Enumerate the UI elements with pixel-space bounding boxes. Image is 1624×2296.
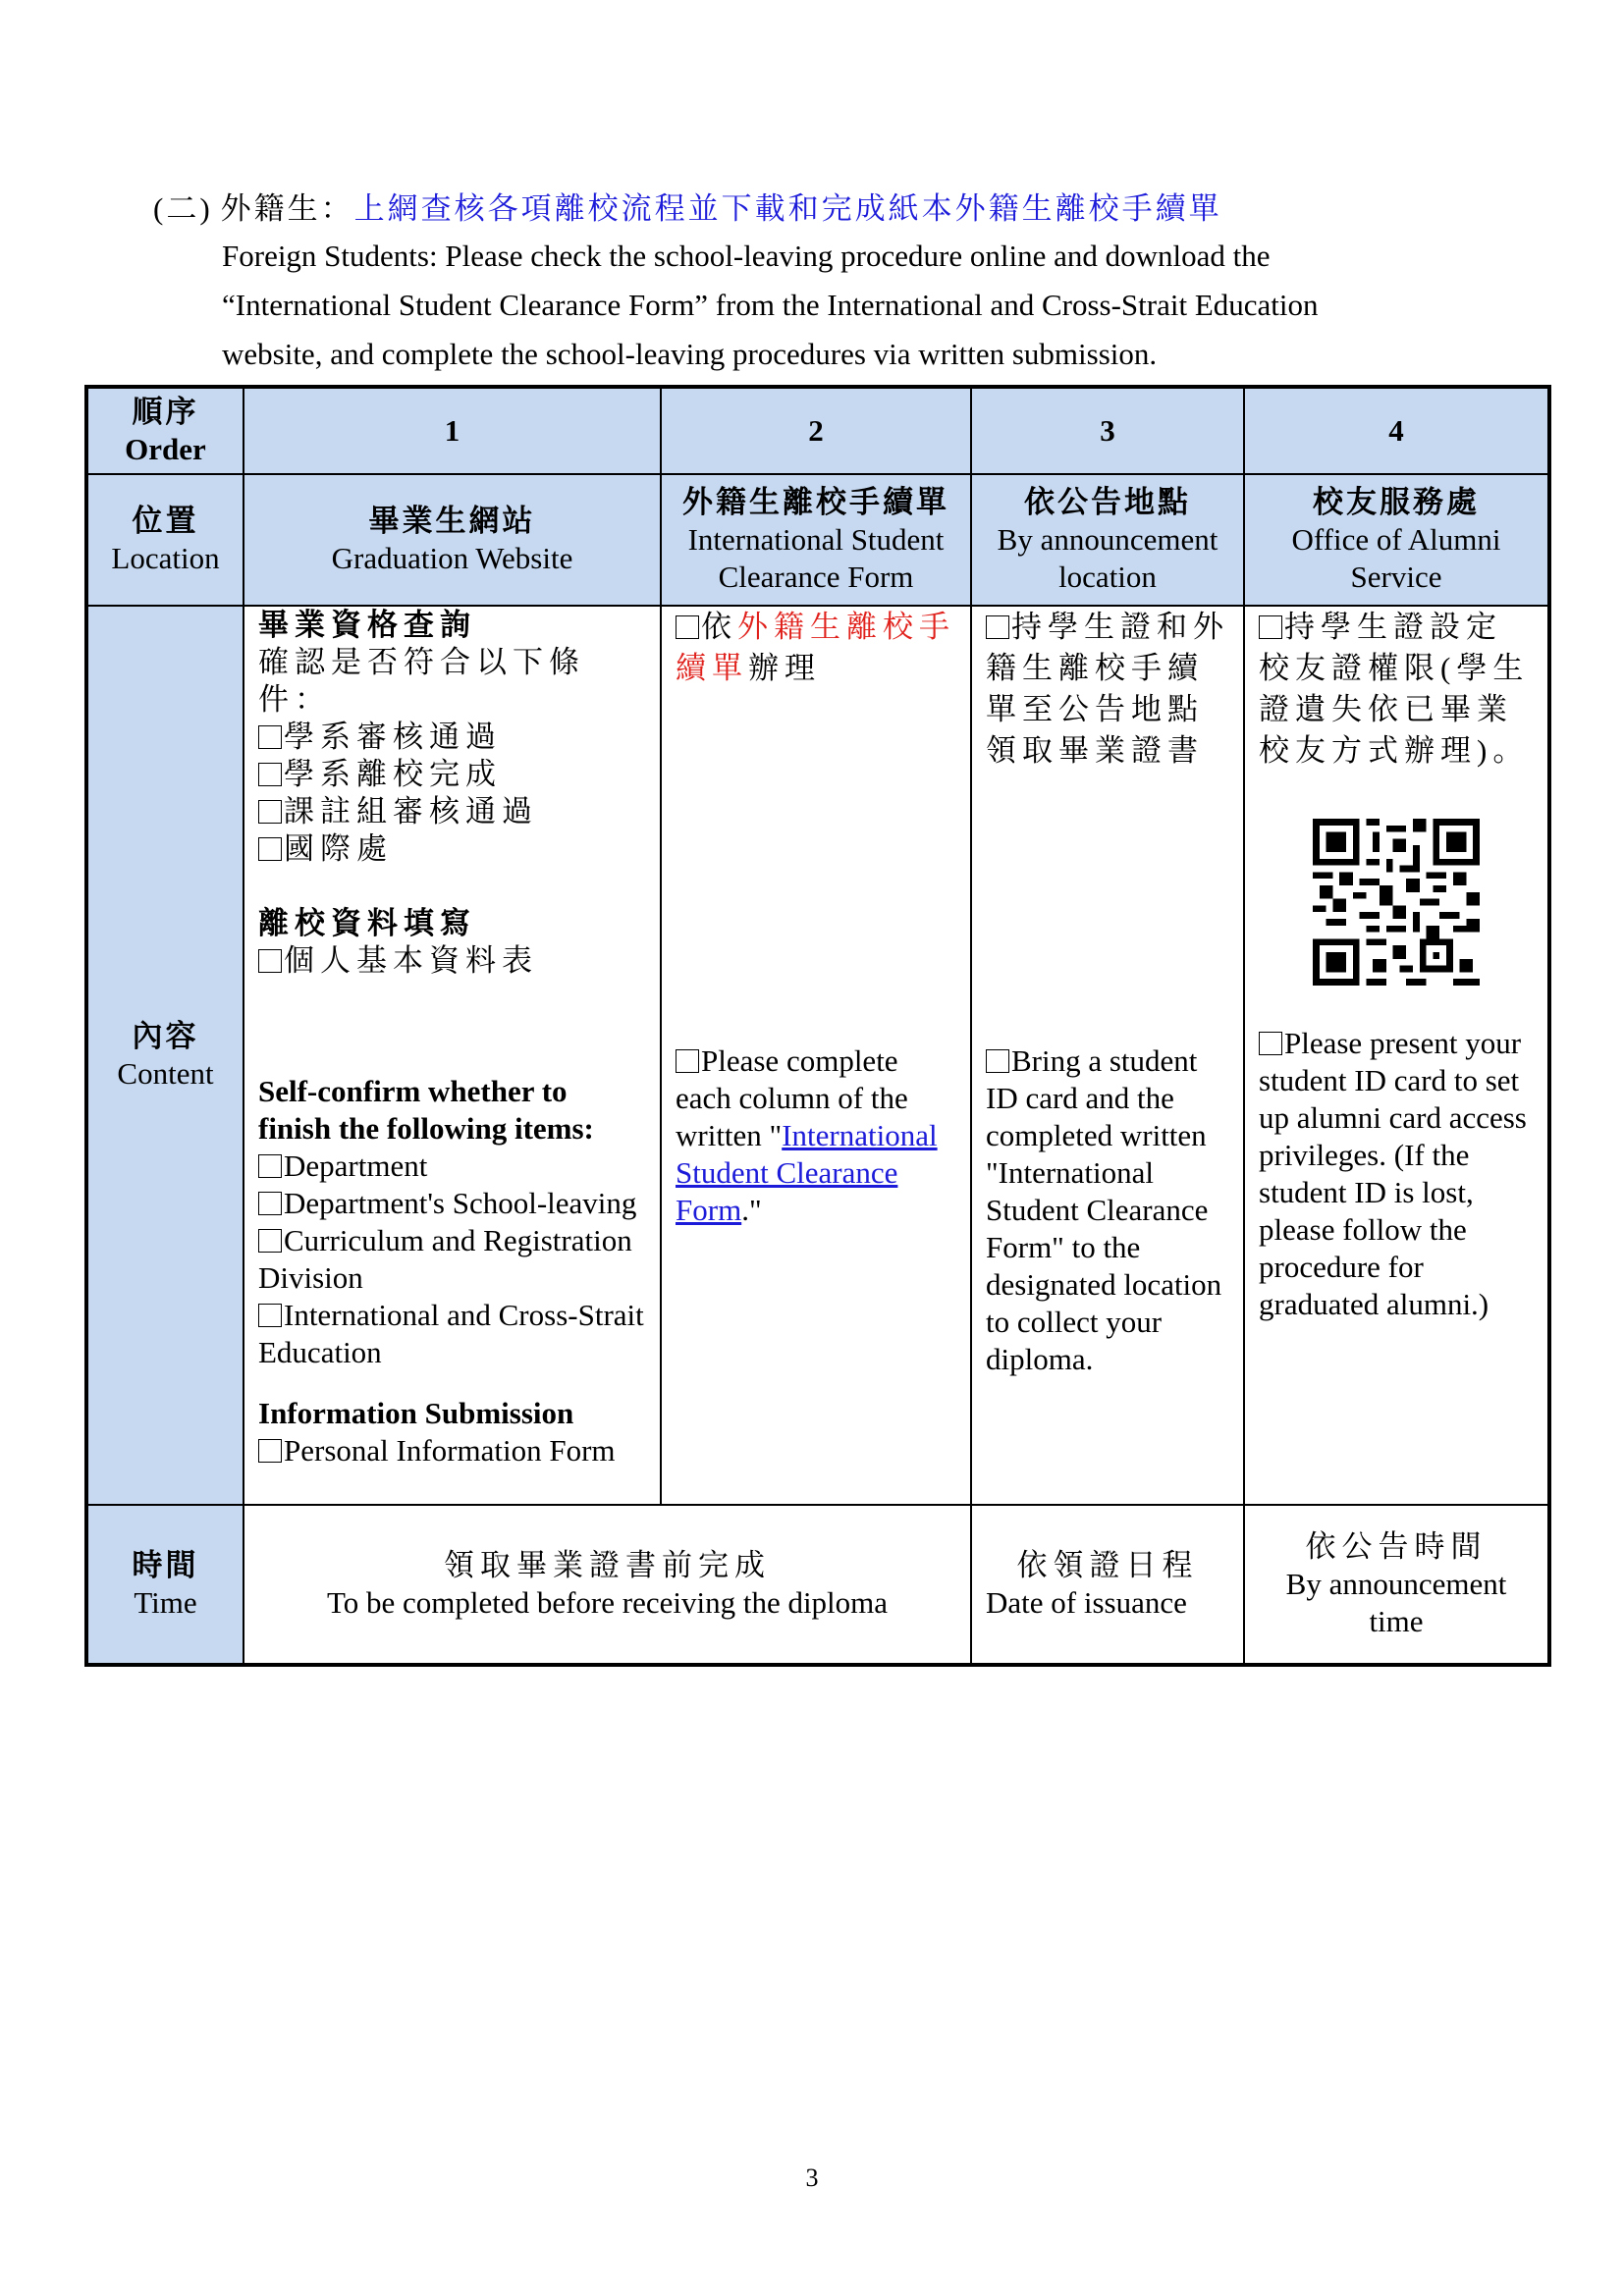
time-col-3: 依領證日程 Date of issuance xyxy=(971,1505,1244,1665)
checkbox[interactable] xyxy=(986,1049,1009,1073)
checkbox[interactable] xyxy=(258,837,282,861)
intro-en-line: Foreign Students: Please check the school-leaving procedure online and download the xyxy=(222,239,1271,273)
content-header: 內容 Content xyxy=(86,606,244,1505)
checkbox[interactable] xyxy=(258,1192,282,1215)
order-2: 2 xyxy=(661,387,971,474)
time-col-1-2: 領取畢業證書前完成 To be completed before receiving the diploma xyxy=(244,1505,971,1665)
intro-link[interactable]: 上網查核各項離校流程並下載和完成紙本外籍生離校手續單 xyxy=(353,191,1222,226)
content-col-3: 持學生證和外籍生離校手續單至公告地點領取畢業證書 Bring a student ID card and the completed written "International Student Clearance Form" to the designated location to collect your diploma. xyxy=(971,606,1244,1505)
check-item: Department xyxy=(258,1148,646,1185)
location-2: 外籍生離校手續單 International Student Clearance Form xyxy=(661,474,971,606)
check-item: 個人基本資料表 xyxy=(258,942,646,980)
check-item: International and Cross-Strait Education xyxy=(258,1298,644,1369)
checkbox[interactable] xyxy=(258,763,282,786)
order-3: 3 xyxy=(971,387,1244,474)
intro-en-line: website, and complete the school-leaving procedures via written submission. xyxy=(222,337,1158,371)
content-col-2: 依外籍生離校手續單辦理 Please complete each column of the written "International Student Clearance Form." xyxy=(661,606,971,1505)
intro-section xyxy=(153,187,1430,379)
checkbox[interactable] xyxy=(258,725,282,749)
checkbox[interactable] xyxy=(258,949,282,973)
intro-en-line: “International Student Clearance Form” from the International and Cross-Strait Education xyxy=(222,288,1319,322)
order-4: 4 xyxy=(1244,387,1549,474)
check-item: 課註組審核通過 xyxy=(258,793,646,830)
page-number: 3 xyxy=(805,2163,819,2192)
intro-en xyxy=(153,232,1430,379)
qr-code xyxy=(1313,819,1480,986)
time-header: 時間 Time xyxy=(86,1505,244,1665)
clearance-table xyxy=(84,385,1551,1667)
checkbox[interactable] xyxy=(1259,615,1282,639)
location-3: 依公告地點 By announcement location xyxy=(971,474,1244,606)
location-1: 畢業生網站 Graduation Website xyxy=(244,474,661,606)
content-col-1: 畢業資格查詢 確認是否符合以下條件： 學系審核通過 學系離校完成 課註組審核通過 國際處 離校資料填寫 個人基本資料表 Self-confirm whether to finish the following items: Department Department's School-leaving Curriculum and Registration Division International and Cross-Strait Education Information Submission Personal Information Form xyxy=(244,606,661,1505)
checkbox[interactable] xyxy=(1259,1032,1282,1055)
clearance-form-link[interactable]: International Student Clearance Form xyxy=(676,1118,938,1227)
check-item: Personal Information Form xyxy=(258,1432,646,1469)
content-col-4: 持學生證設定校友證權限(學生證遺失依已畢業校友方式辦理)。 Please present your student ID card to set up alumni card access privileges. (If the student ID is lost, please follow the procedure for graduated alumni.) xyxy=(1244,606,1549,1505)
checkbox[interactable] xyxy=(258,1229,282,1253)
location-header: 位置 Location xyxy=(86,474,244,606)
order-1: 1 xyxy=(244,387,661,474)
section-label: 外籍生： xyxy=(220,191,354,226)
check-item: 學系離校完成 xyxy=(258,756,646,793)
checkbox[interactable] xyxy=(258,800,282,824)
time-row xyxy=(86,1505,1549,1665)
order-row xyxy=(86,387,1549,474)
checkbox[interactable] xyxy=(986,615,1009,639)
check-item: Curriculum and Registration Division xyxy=(258,1223,632,1295)
check-item: 國際處 xyxy=(258,830,646,868)
checkbox[interactable] xyxy=(258,1154,282,1178)
checkbox[interactable] xyxy=(676,1049,699,1073)
time-col-4: 依公告時間 By announcement time xyxy=(1244,1505,1549,1665)
content-row xyxy=(86,606,1549,1505)
intro-heading xyxy=(153,187,1430,232)
section-number: (二) xyxy=(153,191,213,226)
check-item: 學系審核通過 xyxy=(258,719,646,756)
checkbox[interactable] xyxy=(676,615,699,639)
checkbox[interactable] xyxy=(258,1304,282,1327)
check-item: Department's School-leaving xyxy=(258,1185,646,1222)
location-row xyxy=(86,474,1549,606)
checkbox[interactable] xyxy=(258,1439,282,1463)
location-4: 校友服務處 Office of Alumni Service xyxy=(1244,474,1549,606)
order-header: 順序 Order xyxy=(86,387,244,474)
